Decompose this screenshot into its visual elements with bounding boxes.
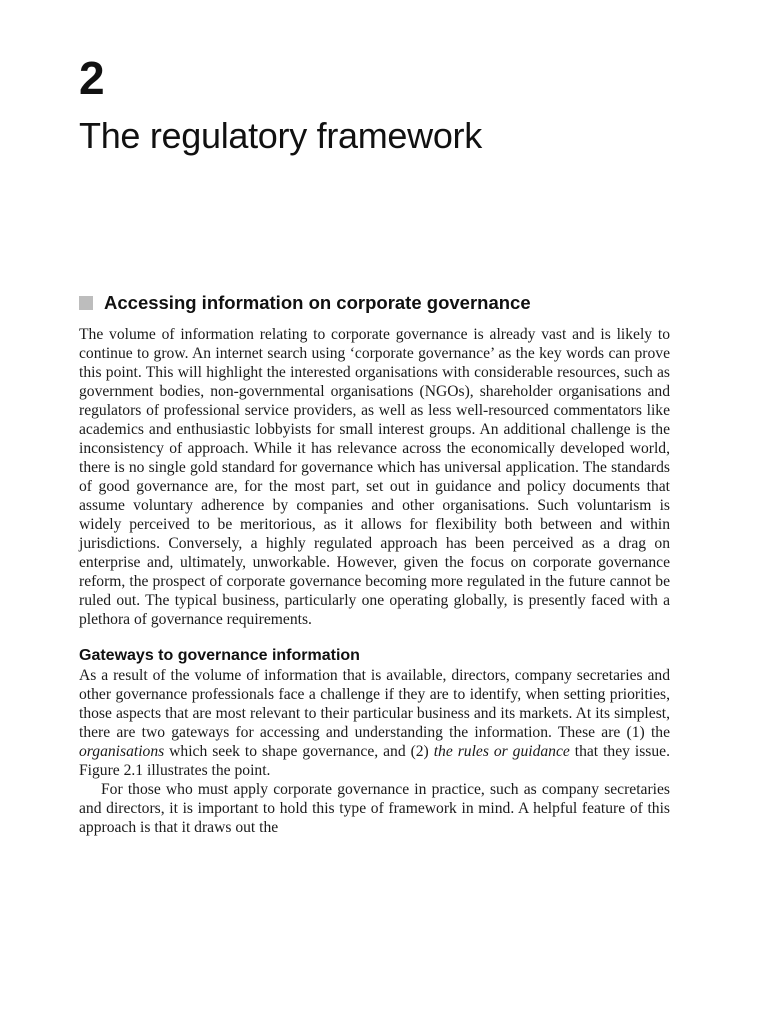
- section-heading-text: Accessing information on corporate governance: [104, 292, 531, 313]
- chapter-title: The regulatory framework: [79, 115, 482, 156]
- paragraph-2-text-c: that they issue. Figure 2.1 illustrates the point.: [79, 743, 670, 779]
- subsection-heading: Gateways to governance information: [79, 647, 360, 664]
- body-paragraph-3: For those who must apply corporate governance in practice, such as company secretaries and directors, it is important to hold this type of framework in mind. A helpful feature of this approach is that it draws out the: [79, 781, 670, 836]
- body-paragraph-1: The volume of information relating to corporate governance is already vast and is likely to continue to grow. An internet search using ‘corporate governance’ as the key words can prove this point. This will highlight the interested organisations with considerable resources, such as government bodies, non-governmental organisations (NGOs), shareholder organisations and regulators of professional service providers, as well as less well-resourced commentators like academics and enthusiastic lobbyists for small interest groups. An additional challenge is the inconsistency of approach. While it has relevance across the economically developed world, there is no single gold standard for governance which has universal application. The standards of good governance are, for the most part, set out in guidance and policy documents that assume voluntary adherence by companies and other organisations. Such voluntarism is widely perceived to be meritorious, as it allows for flexibility both between and within jurisdictions. Conversely, a highly regulated approach has been perceived as a drag on enterprise and, ultimately, unworkable. However, given the focus on corporate governance reform, the prospect of corporate governance becoming more regulated in the future cannot be ruled out. The typical business, particularly one operating globally, is presently faced with a plethora of governance requirements.: [79, 326, 670, 628]
- paragraph-2-italic-organisations: organisations: [79, 743, 165, 760]
- paragraph-2-italic-rules: the rules or guidance: [433, 743, 570, 760]
- square-bullet-icon: [79, 296, 93, 310]
- chapter-number: 2: [79, 52, 105, 104]
- paragraph-2-text-a: As a result of the volume of information that is available, directors, company secretaries and other governance professionals face a challenge if they are to identify, when setting priorities, those aspects that are most relevant to their particular business and its markets. At its simplest, there are two gateways for accessing and understanding the information. These are (1) the: [79, 667, 670, 741]
- section-accessing-information: [79, 290, 670, 837]
- body-paragraph-2: [79, 666, 670, 780]
- paragraph-2-text-b: which seek to shape governance, and (2): [164, 743, 434, 760]
- section-heading: [79, 290, 670, 316]
